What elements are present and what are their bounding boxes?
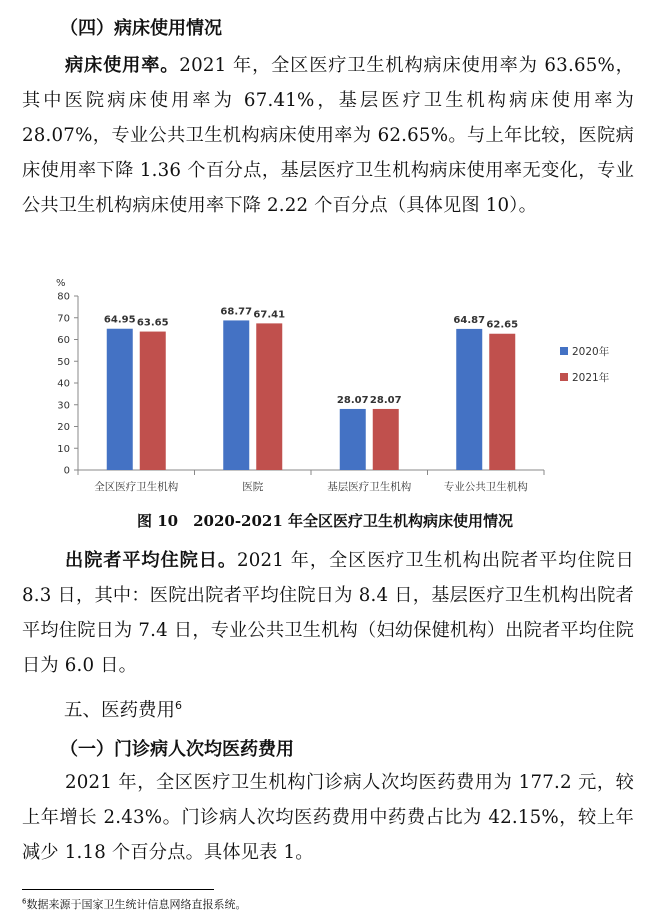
bar [140,332,166,470]
bar [256,323,282,470]
x-tick-label: 专业公共卫生机构 [443,481,528,493]
y-tick-label: 20 [57,422,70,433]
section-heading-bed-usage: （四）病床使用情况 [60,18,222,39]
bar-value-label: 64.87 [453,314,486,326]
discharge-body: 2021 年，全区医疗卫生机构出院者平均住院日 8.3 日，其中：医院出院者平均住院日为 8.4 日，基层医疗卫生机构出院者平均住院日为 7.4 日，专业公共卫生机构（妇幼保健机构）出院者平均住院日为 6.0 日。 [22,550,634,676]
bar [456,329,482,470]
y-tick-label: 30 [57,400,70,412]
legend-label: 2020年 [572,346,610,358]
section-heading-outpatient-costs: （一）门诊病人次均医药费用 [60,739,294,760]
y-tick-label: 0 [63,465,70,477]
bed-usage-chart [42,272,610,502]
y-tick-label: 60 [57,335,70,346]
footnote-text: 数据来源于国家卫生统计信息网络直报系统。 [26,898,247,911]
discharge-lead: 出院者平均住院日。 [65,550,237,571]
y-tick-label: 10 [57,443,70,455]
bar [340,409,366,470]
bed-usage-lead: 病床使用率。 [65,55,180,76]
bar-value-label: 68.77 [220,306,253,318]
y-tick-label: 50 [57,356,70,368]
bar-value-label: 28.07 [336,394,369,406]
bar-value-label: 64.95 [103,314,136,326]
bar [107,329,133,470]
section-heading-medical-costs-text: 五、医药费用 [64,700,176,721]
footnote-divider [22,889,214,890]
bed-usage-paragraph [22,48,634,223]
bar-value-label: 67.41 [253,309,286,321]
section-heading-medical-costs [64,696,182,722]
footnote-reference: 6 [175,698,183,712]
y-tick-label: 40 [57,378,70,390]
y-tick-label: 70 [57,313,70,325]
bar-value-label: 63.65 [136,317,169,329]
footnote [22,896,246,912]
bar [223,320,249,470]
outpatient-cost-paragraph: 2021 年，全区医疗卫生机构门诊病人次均医药费用为 177.2 元，较上年增长 2.43%。门诊病人次均医药费用中药费占比为 42.15%，较上年减少 1.18 个百分点。具体见表 1。 [22,772,634,863]
y-axis-unit: % [56,278,66,289]
x-tick-label: 基层医疗卫生机构 [327,481,412,493]
legend-swatch [560,347,568,355]
legend-label: 2021年 [572,372,610,384]
bar [373,409,399,470]
legend-swatch [560,373,568,381]
bed-usage-body: 2021 年，全区医疗卫生机构病床使用率为 63.65%，其中医院病床使用率为 67.41%，基层医疗卫生机构病床使用率为 28.07%，专业公共卫生机构病床使用率为 62.65%。与上年比较，医院病床使用率下降 1.36 个百分点，基层医疗卫生机构病床使用率无变化，专业公共卫生机构病床使用率下降 2.22 个百分点（具体见图 10）。 [22,55,635,216]
bar-value-label: 28.07 [369,394,402,406]
x-tick-label: 全区医疗卫生机构 [94,481,179,493]
discharge-paragraph [22,543,634,683]
x-tick-label: 医院 [242,481,264,493]
figure-caption: 图 10 2020-2021 年全区医疗卫生机构病床使用情况 [136,512,514,530]
bar-value-label: 62.65 [486,319,519,331]
footnote-mark: 6 [22,897,27,906]
y-tick-label: 80 [57,291,70,303]
bar [489,334,515,470]
